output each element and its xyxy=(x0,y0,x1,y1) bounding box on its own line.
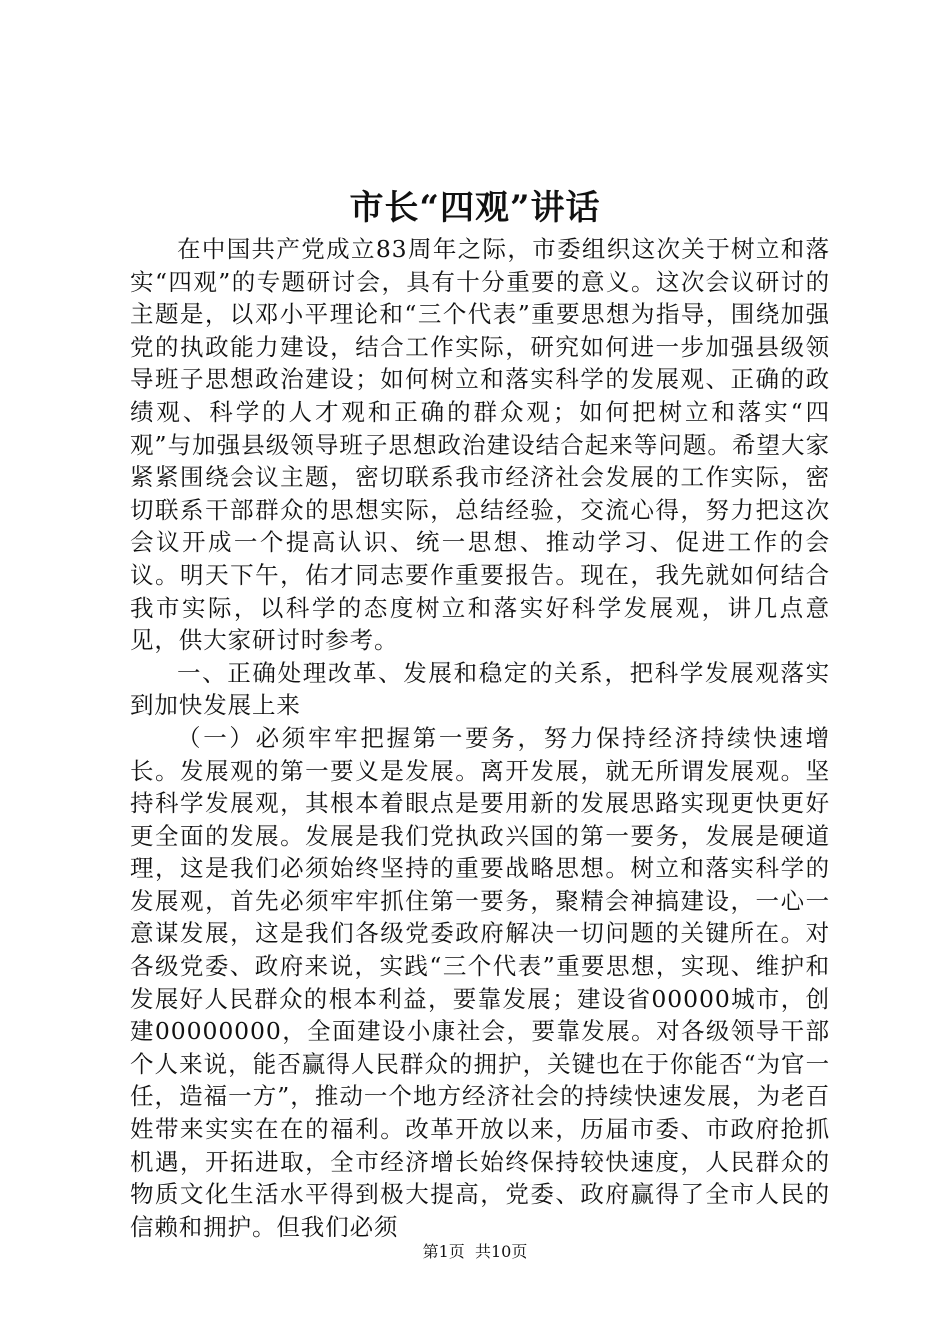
document-body xyxy=(130,233,830,1243)
paragraph-section-heading: 一、正确处理改革、发展和稳定的关系，把科学发展观落实到加快发展上来 xyxy=(130,658,830,720)
paragraph-intro: 在中国共产党成立83周年之际，市委组织这次关于树立和落实“四观”的专题研讨会，具有十分重要的意义。这次会议研讨的主题是，以邓小平理论和“三个代表”重要思想为指导，围绕加强党的执政能力建设，结合工作实际，研究如何进一步加强县级领导班子思想政治建设；如何树立和落实科学的发展观、正确的政绩观、科学的人才观和正确的群众观；如何把树立和落实“四观”与加强县级领导班子思想政治建设结合起来等问题。希望大家紧紧围绕会议主题，密切联系我市经济社会发展的工作实际，密切联系干部群众的思想实际，总结经验，交流心得，努力把这次会议开成一个提高认识、统一思想、推动学习、促进工作的会议。明天下午，佑才同志要作重要报告。现在，我先就如何结合我市实际，以科学的态度树立和落实好科学发展观，讲几点意见，供大家研讨时参考。 xyxy=(130,235,830,655)
page-footer xyxy=(0,1240,950,1264)
paragraph-subsection-one: （一）必须牢牢把握第一要务，努力保持经济持续快速增长。发展观的第一要义是发展。离开发展，就无所谓发展观。坚持科学发展观，其根本着眼点是要用新的发展思路实现更快更好更全面的发展。发展是我们党执政兴国的第一要务，发展是硬道理，这是我们必须始终坚持的重要战略思想。树立和落实科学的发展观，首先必须牢牢抓住第一要务，聚精会神搞建设，一心一意谋发展，这是我们各级党委政府解决一切问题的关键所在。对各级党委、政府来说，实践“三个代表”重要思想，实现、维护和发展好人民群众的根本利益，要靠发展；建设省00000城市，创建00000000，全面建设小康社会，要靠发展。对各级领导干部个人来说，能否赢得人民群众的拥护，关键也在于你能否“为官一任，造福一方”，推动一个地方经济社会的持续快速发展，为老百姓带来实实在在的福利。改革开放以来，历届市委、市政府抢抓机遇，开拓进取，全市经济增长始终保持较快速度，人民群众的物质文化生活水平得到极大提高，党委、政府赢得了全市人民的信赖和拥护。但我们必须 xyxy=(130,723,830,1241)
document-title: 市长“四观”讲话 xyxy=(349,188,601,228)
footer-separator xyxy=(465,1242,475,1261)
page-total: 共10页 xyxy=(474,1242,528,1261)
page-number: 第1页 xyxy=(422,1242,465,1261)
